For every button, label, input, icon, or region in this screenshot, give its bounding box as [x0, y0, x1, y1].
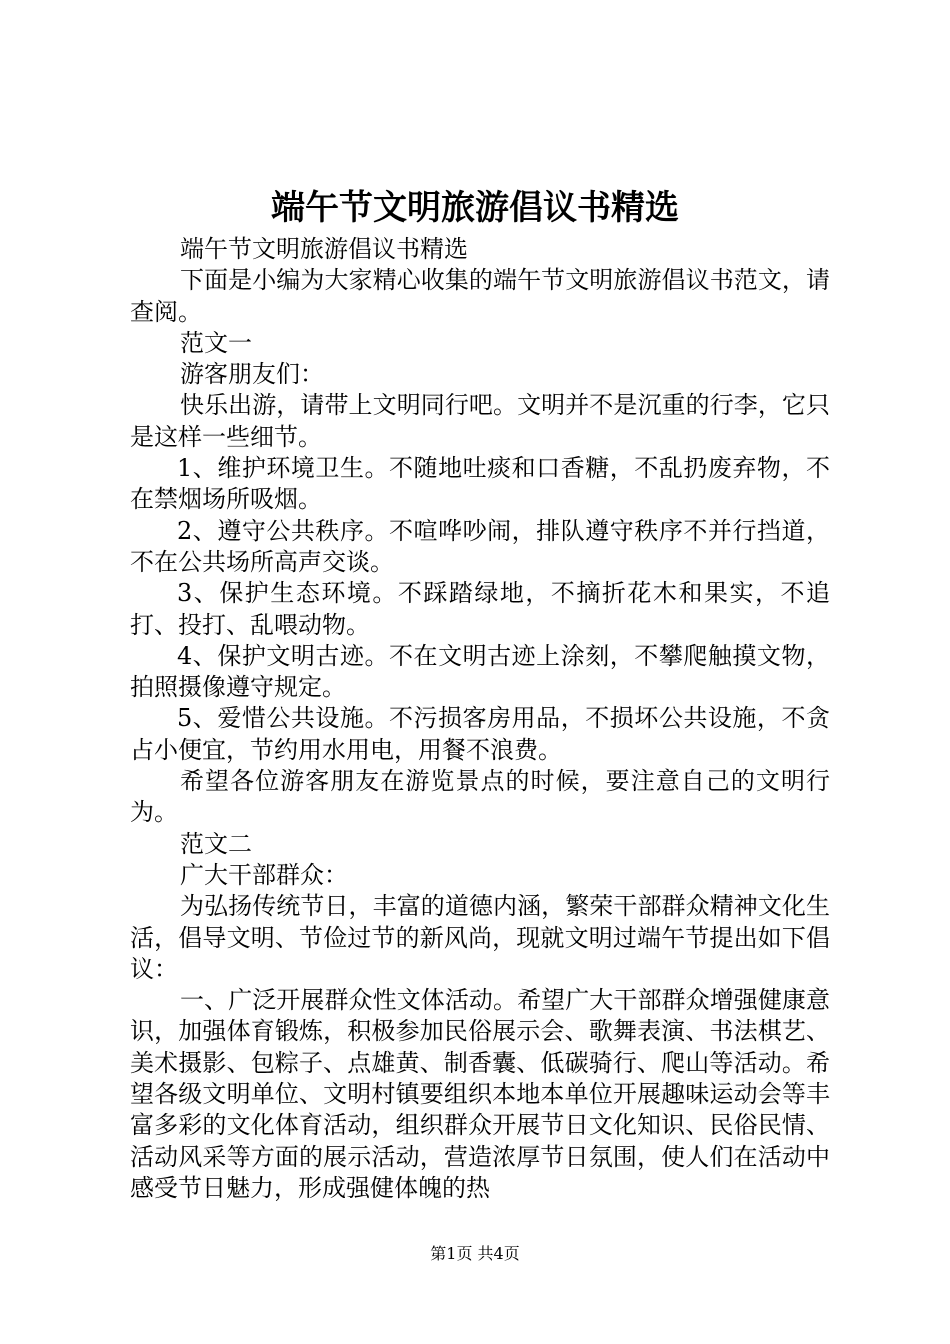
paragraph: 广大干部群众： — [180, 860, 348, 889]
paragraph: 端午节文明旅游倡议书精选 — [180, 235, 468, 263]
paragraph: 一、广泛开展群众性文体活动。希望广大干部群众增强健康意识，加强体育锻炼，积极参加民俗展示会、歌舞表演、书法棋艺、美术摄影、包粽子、点雄黄、制香囊、低碳骑行、爬山等活动。希望各级文明单位、文明村镇要组织本地本单位开展趣味运动会等丰富多彩的文化体育活动，组织群众开展节日文化知识、民俗民情、活动风采等方面的展示活动，营造浓厚节日氛围，使人们在活动中感受节日魅力，形成强健体魄的热 — [130, 986, 830, 1202]
paragraph: 下面是小编为大家精心收集的端午节文明旅游倡议书范文，请查阅。 — [130, 266, 830, 326]
paragraph: 2、遵守公共秩序。不喧哗吵闹，排队遵守秩序不并行挡道，不在公共场所高声交谈。 — [130, 516, 830, 576]
paragraph: 范文一 — [180, 328, 252, 357]
paragraph: 1、维护环境卫生。不随地吐痰和口香糖，不乱扔废弃物，不在禁烟场所吸烟。 — [130, 454, 830, 514]
paragraph: 4、保护文明古迹。不在文明古迹上涂刻，不攀爬触摸文物，拍照摄像遵守规定。 — [130, 641, 830, 702]
paragraph: 范文二 — [180, 829, 252, 858]
document-body — [130, 234, 830, 1204]
page-title: 端午节文明旅游倡议书精选 — [271, 188, 679, 228]
page-footer: 第1页 共4页 — [430, 1244, 520, 1263]
paragraph: 5、爱惜公共设施。不污损客房用品，不损坏公共设施，不贪占小便宜，节约用水用电，用餐不浪费。 — [130, 704, 830, 764]
paragraph: 3、保护生态环境。不踩踏绿地，不摘折花木和果实，不追打、投打、乱喂动物。 — [130, 579, 830, 639]
paragraph: 希望各位游客朋友在游览景点的时候，要注意自己的文明行为。 — [130, 767, 830, 827]
paragraph: 游客朋友们： — [180, 360, 324, 389]
paragraph: 快乐出游，请带上文明同行吧。文明并不是沉重的行李，它只是这样一些细节。 — [130, 391, 830, 451]
paragraph: 为弘扬传统节日，丰富的道德内涵，繁荣干部群众精神文化生活，倡导文明、节俭过节的新风尚，现就文明过端午节提出如下倡议： — [130, 892, 830, 983]
